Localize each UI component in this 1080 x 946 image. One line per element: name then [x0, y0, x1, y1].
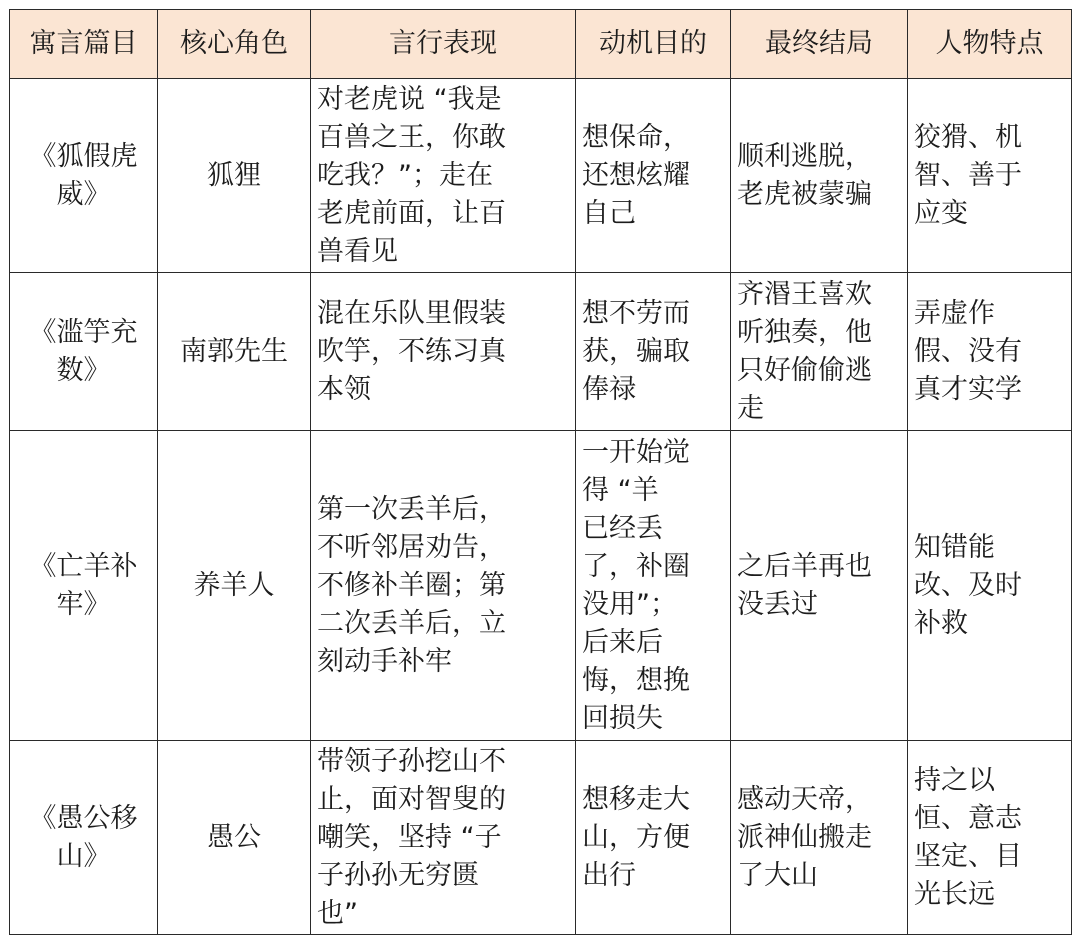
traits-cell	[908, 273, 1072, 431]
header-core-character: 核心角色	[158, 10, 311, 79]
outcome-cell	[731, 741, 908, 935]
traits-cell	[908, 431, 1072, 741]
header-row	[10, 10, 1072, 79]
outcome-cell	[731, 431, 908, 741]
role-cell	[158, 431, 311, 741]
outcome: 顺利逃脱， 老虎被蒙骗	[737, 140, 872, 210]
outcome: 之后羊再也 没丢过	[737, 550, 872, 620]
traits: 持之以 恒、意志 坚定、目 光长远	[914, 764, 1022, 910]
motive-cell	[576, 79, 731, 273]
words-deeds: 第一次丢羊后， 不听邻居劝告， 不修补羊圈；第 二次丢羊后，立 刻动手补牢	[317, 493, 506, 677]
motive-cell	[576, 741, 731, 935]
traits: 弄虚作 假、没有 真才实学	[914, 297, 1022, 405]
header-words-deeds: 言行表现	[311, 10, 576, 79]
fable-title-cell	[10, 741, 158, 935]
actions-cell	[311, 741, 576, 935]
traits: 狡猾、机 智、善于 应变	[914, 121, 1022, 229]
motive: 想移走大 山，方便 出行	[582, 783, 690, 891]
outcome: 感动天帝， 派神仙搬走 了大山	[737, 783, 872, 891]
header-outcome: 最终结局	[731, 10, 908, 79]
fable-title-cell	[10, 431, 158, 741]
motive: 想保命， 还想炫耀 自己	[582, 121, 690, 229]
role-cell	[158, 273, 311, 431]
outcome: 齐湣王喜欢 听独奏，他 只好偷偷逃 走	[737, 278, 872, 424]
fable-title: 《狐假虎 威》	[29, 140, 138, 210]
header-fable-title: 寓言篇目	[10, 10, 158, 79]
motive: 一开始觉 得 “羊 已经丢 了，补圈 没用”； 后来后 悔，想挽 回损失	[582, 436, 690, 734]
fable-title-cell	[10, 273, 158, 431]
motive: 想不劳而 获，骗取 俸禄	[582, 297, 690, 405]
fable-table	[9, 9, 1072, 935]
traits: 知错能 改、及时 补救	[914, 531, 1022, 639]
fable-title: 《亡羊补 牢》	[29, 550, 138, 620]
core-character: 养羊人	[193, 569, 275, 601]
table-row	[10, 431, 1072, 741]
core-character: 愚公	[207, 821, 261, 853]
fable-title: 《滥竽充 数》	[29, 316, 138, 386]
actions-cell	[311, 79, 576, 273]
words-deeds: 对老虎说 “我是 百兽之王，你敢 吃我？”；走在 老虎前面，让百 兽看见	[317, 83, 506, 267]
fable-title: 《愚公移 山》	[29, 802, 138, 872]
table-row	[10, 79, 1072, 273]
fable-title-cell	[10, 79, 158, 273]
actions-cell	[311, 431, 576, 741]
traits-cell	[908, 79, 1072, 273]
outcome-cell	[731, 273, 908, 431]
words-deeds: 混在乐队里假装 吹竽，不练习真 本领	[317, 297, 506, 405]
role-cell	[158, 79, 311, 273]
motive-cell	[576, 273, 731, 431]
core-character: 狐狸	[207, 159, 261, 191]
outcome-cell	[731, 79, 908, 273]
role-cell	[158, 741, 311, 935]
actions-cell	[311, 273, 576, 431]
table-row	[10, 741, 1072, 935]
table-header	[10, 10, 1072, 79]
header-motive: 动机目的	[576, 10, 731, 79]
table-row	[10, 273, 1072, 431]
motive-cell	[576, 431, 731, 741]
header-traits: 人物特点	[908, 10, 1072, 79]
table-body	[10, 79, 1072, 935]
core-character: 南郭先生	[180, 335, 288, 367]
words-deeds: 带领子孙挖山不 止，面对智叟的 嘲笑，坚持 “子 子孙孙无穷匮 也”	[317, 745, 506, 929]
traits-cell	[908, 741, 1072, 935]
